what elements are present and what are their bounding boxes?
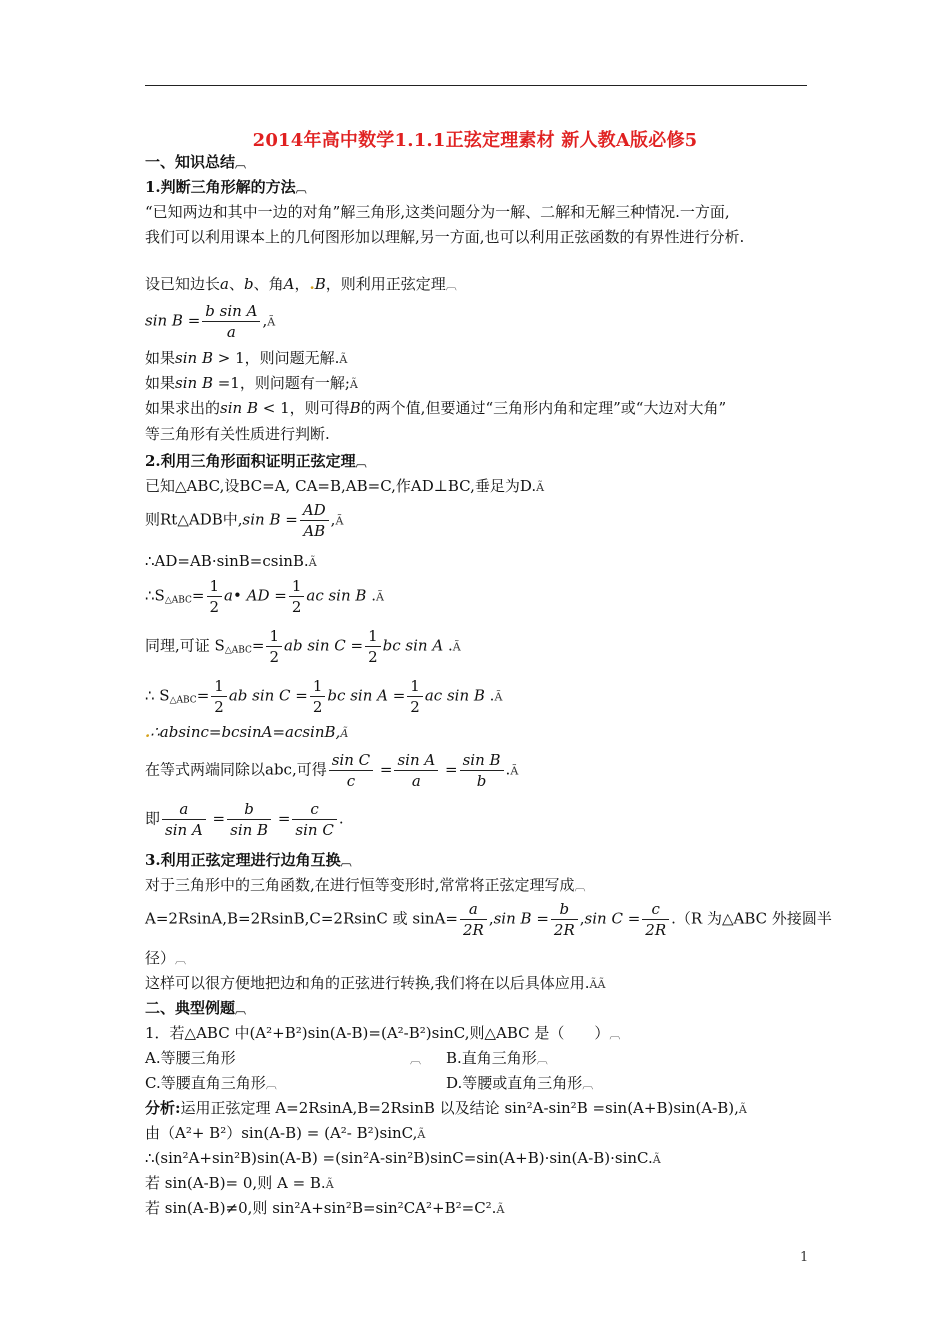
page-number: 1 <box>800 1250 809 1265</box>
conversion-line-3: 径）︹ <box>145 949 187 967</box>
option-b: B.直角三角形︹ <box>446 1049 548 1067</box>
document-title: 2014年高中数学1.1.1正弦定理素材 新人教A版必修5 <box>252 130 698 151</box>
header-rule <box>145 85 807 86</box>
section-heading-2: 二、典型例题︹ <box>145 999 247 1017</box>
conversion-line-4: 这样可以很方便地把边和角的正弦进行转换,我们将在以后具体应用.ÃÃ <box>145 974 606 992</box>
option-a-mark: ︹ <box>410 1053 421 1066</box>
analysis-line-3: ∴(sin²A+sin²B)sin(A-B) =(sin²A-sin²B)sinC=sin(A+B)·sin(A-B)·sinC.Ã <box>145 1149 661 1167</box>
proof-line-5: 同理,可证 $S_{\triangle ABC}=$ $\frac{1}{2}$ ab sin C = $\frac{1}{2}$ bc sin A .Ã <box>145 627 461 666</box>
option-a: A.等腰三角形 <box>145 1049 236 1067</box>
question-1: 1．若△ABC 中(A²+B²)sin(A-B)=(A²-B²)sinC,则△ABC 是（ ）︹ <box>145 1024 621 1042</box>
analysis-line-2: 由（A²+ B²）sin(A-B) = (A²- B²)sinC,Ã <box>145 1124 426 1142</box>
conversion-line-2: A=2RsinA,B=2RsinB,C=2RsinC 或 sinA= $\frac{a}{2R}$ ,sin B = $\frac{b}{2R}$ ,sin C = $\frac{c}{2R}$ .（R 为△ABC 外接圆半 <box>145 900 832 939</box>
paragraph-2: 设已知边长a、b、角A，.B，则利用正弦定理︹ <box>145 275 457 293</box>
proof-line-3: ∴AD=AB·sinB=csinB.Ã <box>145 552 317 570</box>
subheading-3: 3.利用正弦定理进行边角互换︹ <box>145 851 352 869</box>
proof-line-9: 即 $\frac{a}{\text{sin A}}$ = $\frac{b}{\text{sin B}}$ = $\frac{c}{\text{sin C}}$ . <box>145 800 344 839</box>
analysis-line-5: 若 sin(A-B)≠0,则 sin²A+sin²B=sin²CA²+B²=C².Ã <box>145 1199 505 1217</box>
proof-line-7: .∴absinc=bcsinA=acsinB,Ã <box>145 723 349 741</box>
proof-line-8: 在等式两端同除以abc,可得 $\frac{\text{sin C}}{c}$ = $\frac{\text{sin A}}{a}$ = $\frac{\text{sin B}}{b}$ .Ã <box>145 751 519 790</box>
paragraph-1b: 我们可以利用课本上的几何图形加以理解,另一方面,也可以利用正弦函数的有界性进行分析. <box>145 228 745 246</box>
subheading-2: 2.利用三角形面积证明正弦定理︹ <box>145 452 367 470</box>
analysis-line-1: 分析:运用正弦定理 A=2RsinA,B=2RsinB 以及结论 sin²A-sin²B =sin(A+B)sin(A-B),Ã <box>145 1099 747 1117</box>
condition-3b: 等三角形有关性质进行判断. <box>145 425 330 443</box>
formula-sinB: sin B = $\frac{\text{b sin A}}{a}$ ,Ã <box>145 302 276 341</box>
subheading-1: 1.判断三角形解的方法︹ <box>145 178 307 196</box>
proof-line-6: ∴ $S_{\triangle ABC}=$ $\frac{1}{2}$ ab sin C = $\frac{1}{2}$ bc sin A = $\frac{1}{2}$ ac sin B .Ã <box>145 677 503 716</box>
option-c: C.等腰直角三角形︹ <box>145 1074 277 1092</box>
paragraph-1a: “已知两边和其中一边的对角”解三角形,这类问题分为一解、二解和无解三种情况.一方面, <box>145 203 730 221</box>
analysis-line-4: 若 sin(A-B)= 0,则 A = B.Ã <box>145 1174 334 1192</box>
section-heading-1: 一、知识总结︹ <box>145 153 247 171</box>
condition-2: 如果sin B =1，则问题有一解;Ã <box>145 374 358 392</box>
proof-line-2: 则Rt△ADB中,sin B = $\frac{AD}{AB}$ ,Ã <box>145 501 344 540</box>
option-d: D.等腰或直角三角形︹ <box>446 1074 594 1092</box>
proof-line-4: $\therefore S_{\triangle ABC}=$ $\frac{1}{2}$ a• AD = $\frac{1}{2}$ ac sin B .Ã <box>145 577 384 616</box>
condition-1: 如果sin B > 1，则问题无解.Ã <box>145 349 348 367</box>
proof-line-1: 已知△ABC,设BC=A, CA=B,AB=C,作AD⊥BC,垂足为D.Ã <box>145 477 545 495</box>
condition-3: 如果求出的sin B < 1，则可得B的两个值,但要通过“三角形内角和定理”或“大边对大角” <box>145 399 727 417</box>
conversion-line-1: 对于三角形中的三角函数,在进行恒等变形时,常常将正弦定理写成︹ <box>145 876 586 894</box>
